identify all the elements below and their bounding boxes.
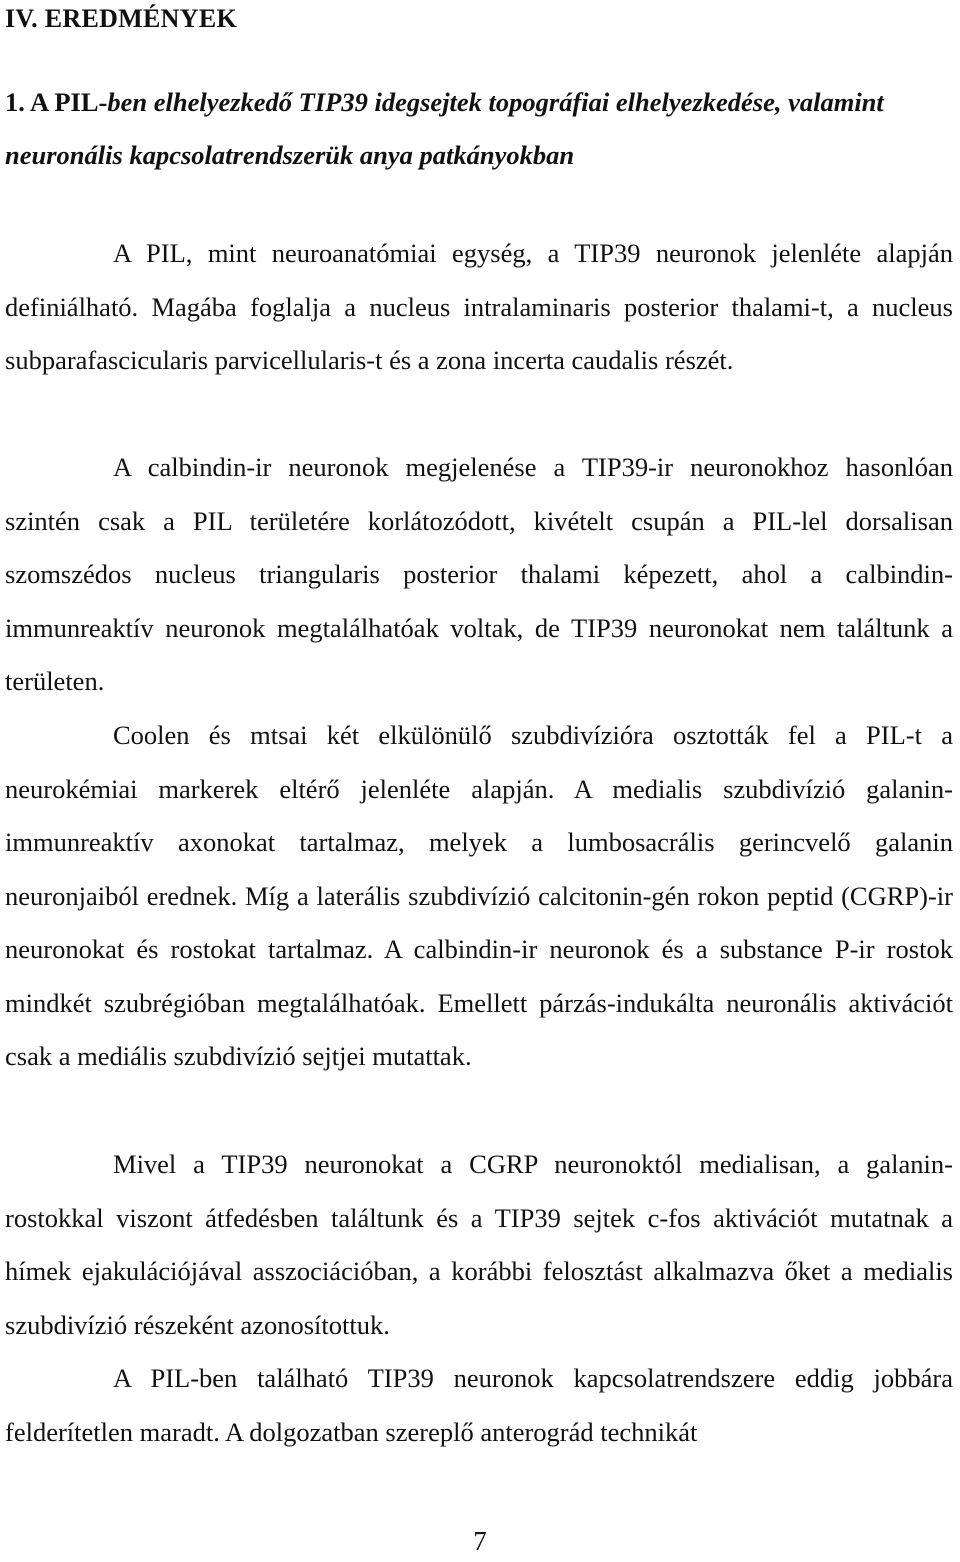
page-number: 7 xyxy=(473,1526,487,1556)
section-title: ben elhelyezkedő TIP39 idegsejtek topográfiai elhelyezkedése, valamint neuronális kapcsolatrendszerük anya patkányokban xyxy=(5,87,884,170)
section-heading xyxy=(5,76,953,182)
section-number: 1. A PIL- xyxy=(5,87,108,117)
chapter-title: IV. EREDMÉNYEK xyxy=(5,4,237,33)
paragraph: Mivel a TIP39 neuronokat a CGRP neuronoktól medialisan, a galanin-rostokkal viszont átfedésben találtunk és a TIP39 sejtek c-fos aktivációt mutatnak a hímek ejakulációjával asszociációban, a korábbi felosztást alkalmazva őket a medialis szubdivízió részeként azonosítottuk. xyxy=(5,1149,953,1340)
paragraph: A PIL, mint neuroanatómiai egység, a TIP39 neuronok jelenléte alapján definiálható. Magába foglalja a nucleus intralaminaris posterior thalami-t, a nucleus subparafascicularis parvicellularis-t és a zona incerta caudalis részét. xyxy=(5,238,953,375)
paragraph: A PIL-ben található TIP39 neuronok kapcsolatrendszere eddig jobbára felderítetlen maradt. A dolgozatban szereplő anterográd technikát xyxy=(5,1363,953,1447)
paragraph: Coolen és mtsai két elkülönülő szubdivízióra osztották fel a PIL-t a neurokémiai markerek eltérő jelenléte alapján. A medialis szubdivízió galanin-immunreaktív axonokat tartalmaz, melyek a lumbosacrális gerincvelő galanin neuronjaiból erednek. Míg a laterális szubdivízió calcitonin-gén rokon peptid (CGRP)-ir neuronokat és rostokat tartalmaz. A calbindin-ir neuronok és a substance P-ir rostok mindkét szubrégióban megtalálhatóak. Emellett párzás-indukálta neuronális aktivációt csak a mediális szubdivízió sejtjei mutattak. xyxy=(5,720,953,1071)
paragraph: A calbindin-ir neuronok megjelenése a TIP39-ir neuronokhoz hasonlóan szintén csak a PIL területére korlátozódott, kivételt csupán a PIL-lel dorsalisan szomszédos nucleus triangularis posterior thalami képezett, ahol a calbindin-immunreaktív neuronok megtalálhatóak voltak, de TIP39 neuronokat nem találtunk a területen. xyxy=(5,452,953,696)
